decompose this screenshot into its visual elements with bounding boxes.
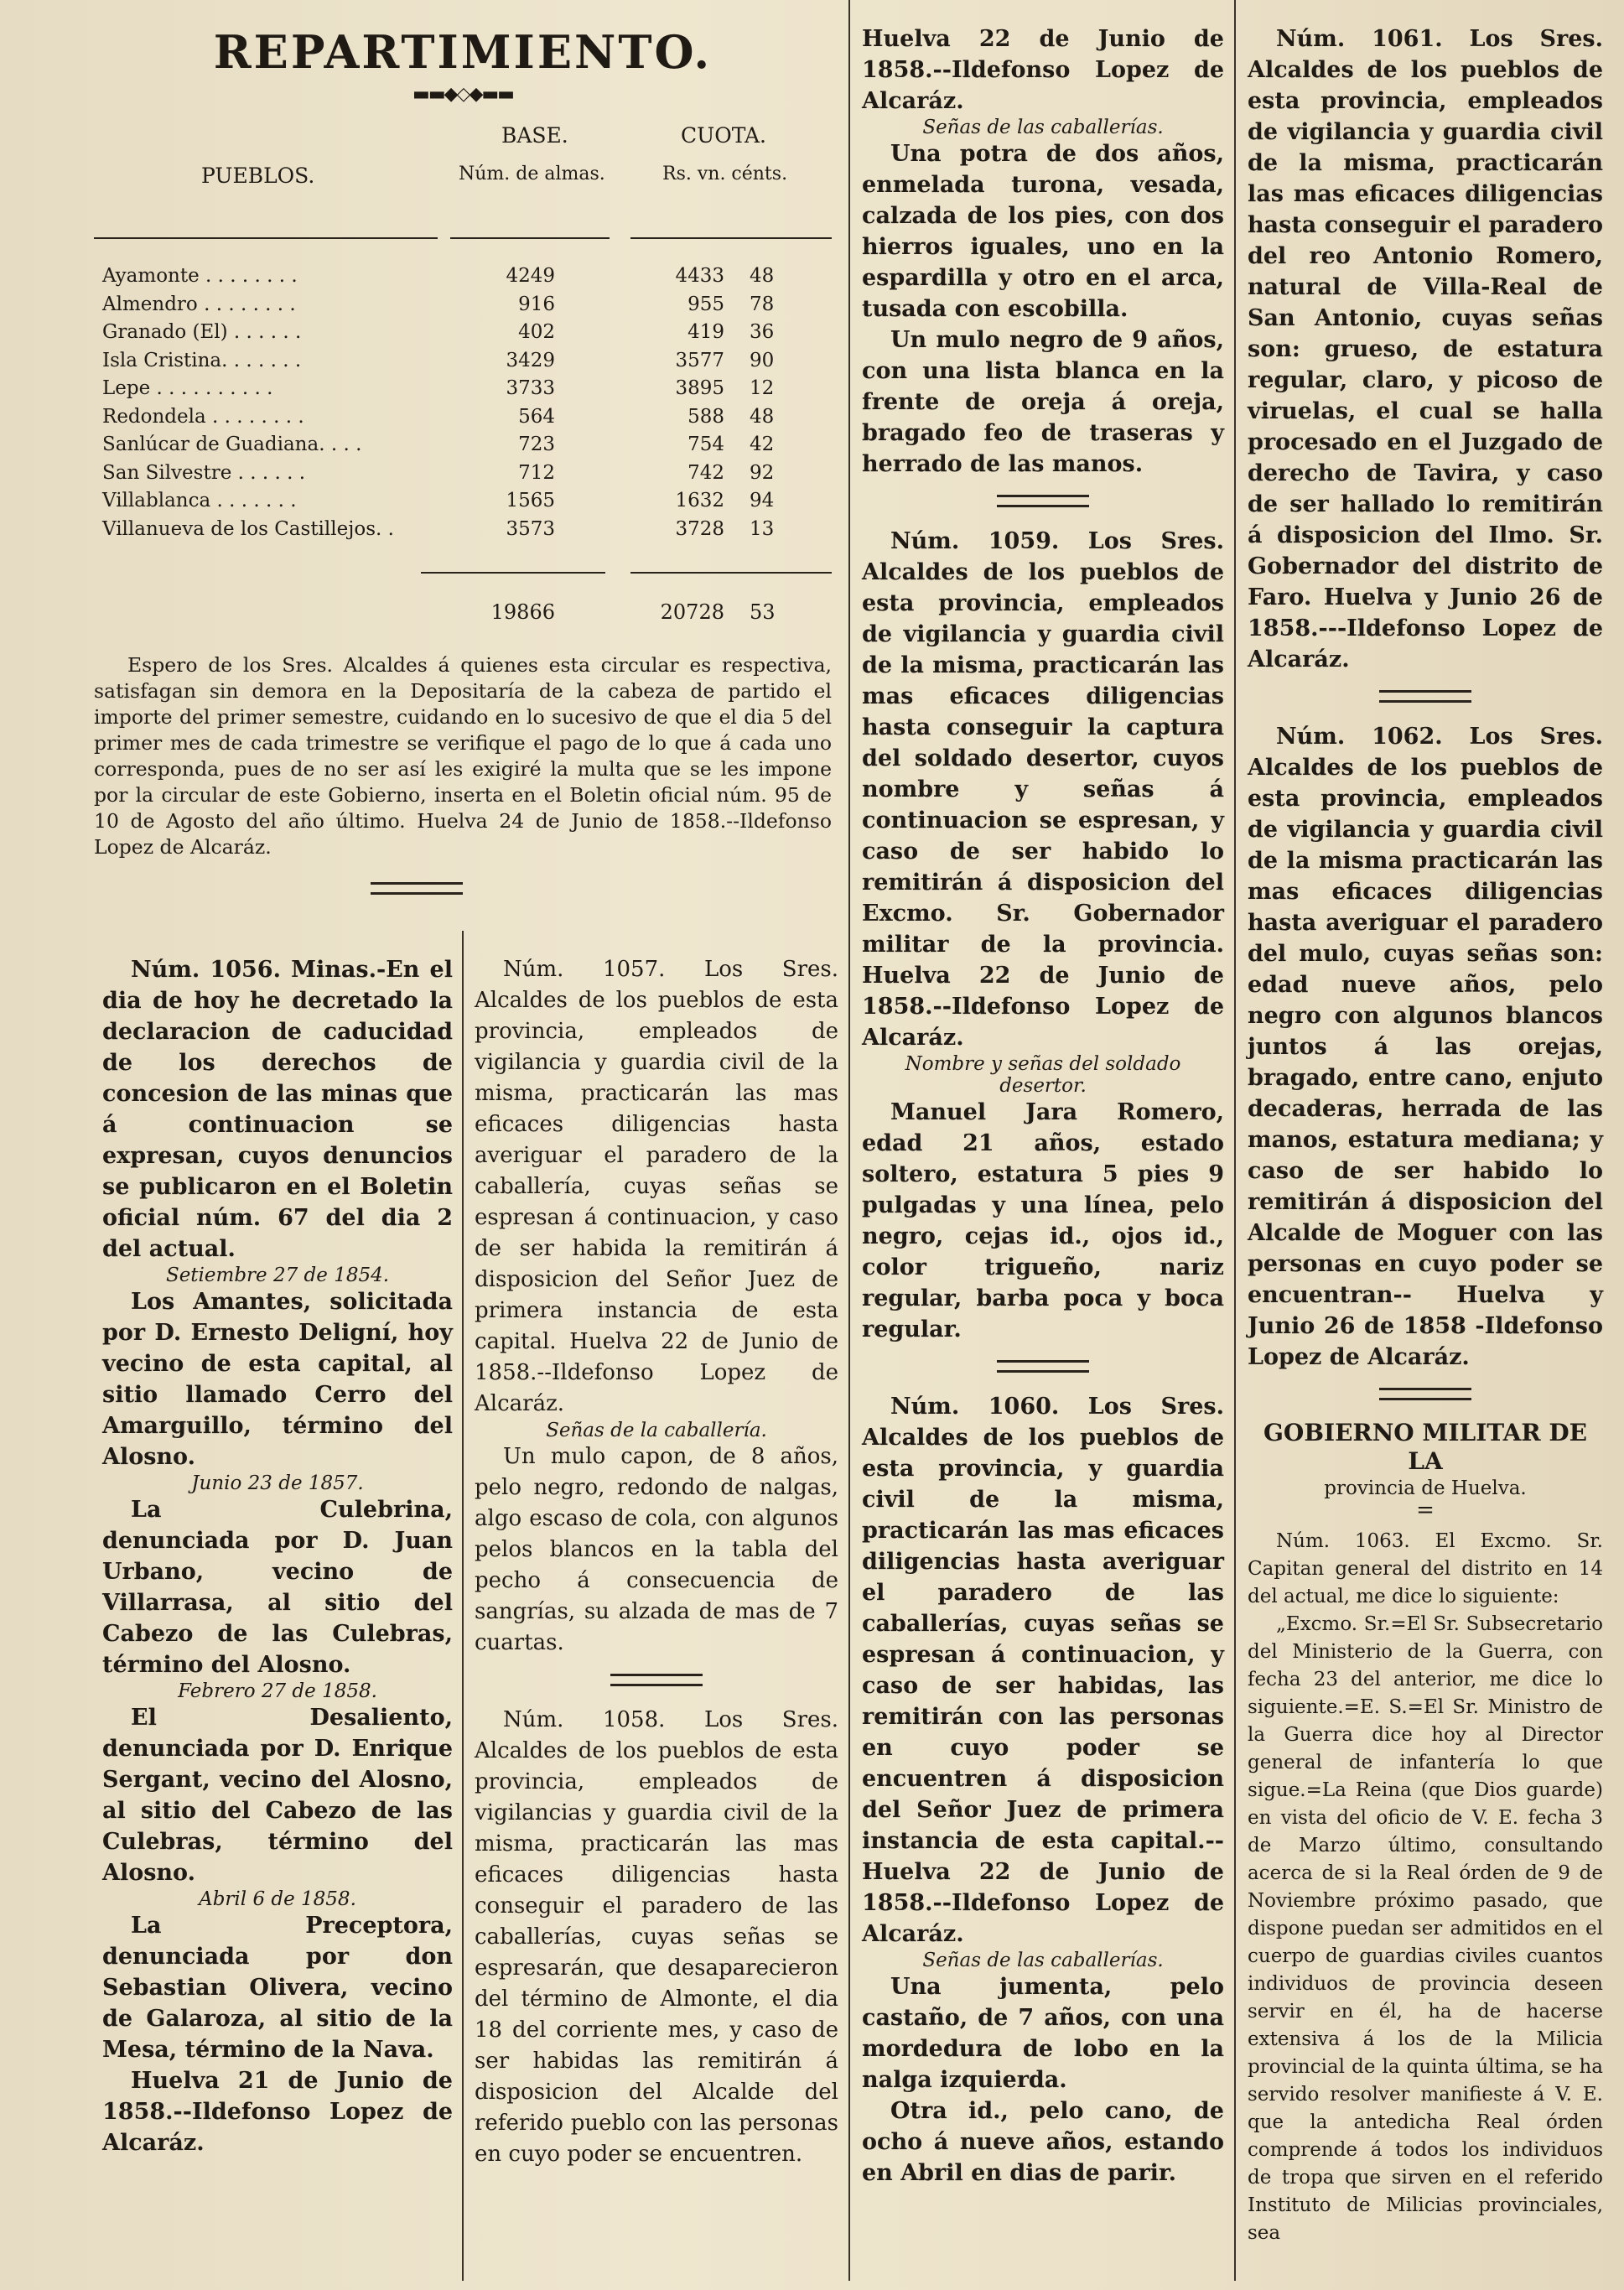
date-1: Setiembre 27 de 1854. [165, 1264, 390, 1286]
separator [1248, 1388, 1603, 1404]
col-cuota-sub: Rs. vn. cénts. [662, 164, 788, 184]
circular-text: Espero de los Sres. Alcaldes á quienes esta circular es respectiva, satisfagan sin demora en la Depositaría de la cabeza de partido el importe del primer semestre, cuidando en lo sucesivo de que el dia 5 del primer mes de cada trimestre se verifique el pago de lo que á cada uno corresponda, pues de no ser así les exigiré la multa que se les impone por la circular de este Gobierno, inserta en el Boletin oficial núm. 95 de 10 de Agosto del año último. Huelva 24 de Junio de 1858.--Ildefonso Lopez de Alcaráz. [94, 652, 832, 859]
desc-jumenta: Una jumenta, pelo castaño, de 7 años, con una mordedura de lobo en la nalga izquierda. [862, 1974, 1224, 2093]
table-total-row: 19866 20728 53 [490, 600, 776, 624]
desc-otra: Otra id., pelo cano, de ocho á nueve años, estando en Abril en dias de parir. [862, 2098, 1224, 2186]
table-row: Almendro . . . . . . . . 916 955 78 [102, 293, 775, 315]
col-pueblos: PUEBLOS. [201, 164, 315, 188]
article-1058: Núm. 1058. Los Sres. Alcaldes de los pueblos de esta provincia, empleados de vigilancias y guardia civil de la misma, practicarán las mas eficaces diligencias hasta conseguir el paradero de las caballerías, cuyas señas se espresarán, que desaparecieron del término de Almonte, el dia 18 del corriente mes, y caso de ser habidas las remitirán á disposicion del Alcalde del referido pueblo con las personas en cuyo poder se encuentren. [475, 1707, 838, 2167]
table-row: San Silvestre . . . . . . 712 742 92 [102, 461, 775, 484]
article-1057: Núm. 1057. Los Sres. Alcaldes de los pueblos de esta provincia, empleados de vigilancia y guardia civil de la misma, practicarán las mas eficaces diligencias hasta averiguar el paradero de la caballería, cuyas señas se espresan á continuacion, y caso de ser habida la remitirán á disposicion del Señor Juez de primera instancia de esta capital. Huelva 22 de Junio de 1858.--Ildefonso Lopez de Alcaráz. [475, 957, 838, 1416]
table-row: Isla Cristina. . . . . . . 3429 3577 90 [102, 349, 775, 371]
column-1 [102, 954, 453, 2158]
column-4 [1248, 23, 1603, 2247]
separator [475, 1674, 838, 1690]
column-rule-1 [462, 931, 464, 2281]
mina-los-amantes: Los Amantes, solicitada por D. Ernesto Deligní, hoy vecino de esta capital, al sitio llamado Cerro del Amarguillo, término del Alosno. [102, 1289, 453, 1470]
separator [1248, 690, 1603, 706]
signature-1056: Huelva 21 de Junio de 1858.--Ildefonso Lopez de Alcaráz. [102, 2068, 453, 2156]
table-row: Villablanca . . . . . . . 1565 1632 94 [102, 490, 775, 511]
col-cuota: CUOTA. [681, 123, 767, 148]
separator [862, 1360, 1224, 1376]
separator [94, 882, 832, 898]
table-row: Granado (El) . . . . . . 402 419 36 [102, 321, 775, 343]
mina-el-desaliento: El Desaliento, denunciada por D. Enrique Sergant, vecino del Alosno, al sitio del Cabezo de las Culebras, término del Alosno. [102, 1705, 453, 1886]
mina-la-preceptora: La Preceptora, denunciada por don Sebastian Olivera, vecino de Galaroza, al sitio de la Mesa, término de la Nava. [102, 1913, 453, 2063]
table-header [94, 105, 832, 231]
senas-caballerias-2: Señas de las caballerías. [922, 117, 1164, 138]
table-rules-bottom [94, 565, 832, 582]
article-1063: Núm. 1063. El Excmo. Sr. Capitan general del distrito en 14 del actual, me dice lo siguiente: [1248, 1530, 1603, 1607]
date-3: Febrero 27 de 1858. [178, 1680, 377, 1702]
repartimiento-section [94, 25, 832, 898]
table-row: Redondela . . . . . . . . 564 588 48 [102, 405, 775, 428]
title-ornament: ▬▬◆◇◆▬▬ [412, 84, 513, 105]
separator [862, 495, 1224, 511]
table-row: Villanueva de los Castillejos. . 3573 3728 13 [102, 517, 775, 540]
column-rule-2 [848, 0, 850, 2281]
article-1061: Núm. 1061. Los Sres. Alcaldes de los pueblos de esta provincia, empleados de vigilancia y guardia civil de la misma, practicarán las mas eficaces diligencias hasta conseguir el paradero del reo Antonio Romero, natural de Villa-Real de San Antonio, cuyas señas son: grueso, de estatura regular, claro, y picoso de viruelas, el cual se halla procesado en el Juzgado de derecho de Tavira, y caso de ser hallado lo remitirán á disposicion del Ilmo. Sr. Gobernador del distrito de Faro. Huelva y Junio 26 de 1858.---Ildefonso Lopez de Alcaráz. [1248, 26, 1603, 672]
table-row: Ayamonte . . . . . . . . 4249 4433 48 [102, 265, 775, 287]
date-2: Junio 23 de 1857. [191, 1472, 364, 1494]
article-1060: Núm. 1060. Los Sres. Alcaldes de los pueblos de esta provincia, y guardia civil de la misma, practicarán las mas eficaces diligencias hasta averiguar el paradero de las caballerías, cuyas señas se espresan á continuacion, y caso de ser habidas, las remitirán con las personas en cuyo poder se encuentren á disposicion del Señor Juez de primera instancia de esta capital.--Huelva 22 de Junio de 1858.--Ildefonso Lopez de Alcaráz. [862, 1394, 1224, 1947]
mina-la-culebrina: La Culebrina, denunciada por D. Juan Urbano, vecino de Villarrasa, al sitio del Cabezo de las Culebras, término del Alosno. [102, 1497, 453, 1678]
article-1063-body: „Excmo. Sr.=El Sr. Subsecretario del Ministerio de la Guerra, con fecha 23 del anterior, me dice lo siguiente.=E. S.=El Sr. Ministro de la Guerra dice hoy al Director general de infantería lo que sigue.=La Reina (que Dios guarde) en vista del oficio de V. E. fecha 3 de Marzo último, consultando acerca de si la Real órden de 9 de Noviembre próximo pasado, que dispone puedan ser admitidos en el cuerpo de guardias civiles cuantos individuos de provincia deseen servir en él, ha de hacerse extensiva á los de la Milicia provincial de la quinta última, se ha servido resolver manifieste á V. E. que la antedicha Real órden comprende á todos los individuos de tropa que sirven en el referido Instituto de Milicias provinciales, sea [1248, 1613, 1603, 2244]
article-1056: Núm. 1056. Minas.-En el dia de hoy he decretado la declaracion de caducidad de los derechos de concesion de las minas que á continuacion se expresan, cuyos denuncios se publicaron en el Boletin oficial núm. 67 del dia 2 del actual. [102, 957, 453, 1262]
article-1062: Núm. 1062. Los Sres. Alcaldes de los pueblos de esta provincia, empleados de vigilancia y guardia civil de la misma practicarán las mas eficaces diligencias hasta averiguar el paradero del mulo, cuyas señas son: edad nueve años, pelo negro con algunos blancos juntos á las orejas, bragado, entre cano, enjuto decaderas, herrada de las manos, estatura mediana; y caso de ser habido lo remitirán á disposicion del Alcalde de Moguer con las personas en cuyo poder se encuentran-- Huelva y Junio 26 de 1858 -Ildefonso Lopez de Alcaráz. [1248, 724, 1603, 1370]
table-row: Sanlúcar de Guadiana. . . . 723 754 42 [102, 434, 775, 455]
double-rule-icon: = [1416, 1498, 1435, 1523]
article-1059: Núm. 1059. Los Sres. Alcaldes de los pueblos de esta provincia, empleados de vigilancia y guardia civil de la misma, practicarán las mas eficaces diligencias hasta conseguir la captura del soldado desertor, cuyos nombre y señas á continuacion se espresan, y caso de ser habido lo remitirán á disposicion del Excmo. Sr. Gobernador militar de la provincia. Huelva 22 de Junio de 1858.--Ildefonso Lopez de Alcaráz. [862, 528, 1224, 1051]
desc-desertor: Manuel Jara Romero, edad 21 años, estado soltero, estatura 5 pies 9 pulgadas y una línea, pelo negro, cejas id., ojos id., color trigueño, nariz regular, barba poca y boca regular. [862, 1099, 1224, 1342]
gobierno-militar-title: GOBIERNO MILITAR DE LA [1263, 1419, 1587, 1475]
col-base: BASE. [501, 123, 568, 148]
gobierno-militar-subtitle: provincia de Huelva. [1324, 1477, 1527, 1499]
page-title: REPARTIMIENTO. [213, 25, 713, 79]
col-base-sub: Núm. de almas. [459, 164, 605, 184]
desc-mulo-negro: Un mulo negro de 9 años, con una lista blanca en la frente de oreja á oreja, bragado feo de traseras y herrado de las manos. [862, 327, 1224, 477]
column-3 [862, 23, 1224, 2189]
desc-potra: Una potra de dos años, enmelada turona, vesada, calzada de los pies, con dos hierros iguales, uno en la espardilla y otro en el arca, tusada con escobilla. [862, 141, 1224, 322]
senas-desertor: Nombre y señas del soldado desertor. [905, 1053, 1181, 1097]
column-rule-3 [1234, 0, 1236, 2281]
continued-signature: Huelva 22 de Junio de 1858.--Ildefonso Lopez de Alcaráz. [862, 26, 1224, 114]
senas-caballeria-1: Señas de la caballería. [546, 1420, 767, 1441]
column-2 [475, 954, 838, 2170]
table-body [94, 262, 832, 543]
desc-mulo-capon: Un mulo capon, de 8 años, pelo negro, redondo de nalgas, algo escaso de cola, con algunos pelos blancos en la tabla del pecho á consecuencia de sangrías, su alzada de mas de 7 cuartas. [475, 1444, 838, 1655]
senas-caballerias-4: Señas de las caballerías. [922, 1950, 1164, 1971]
date-4: Abril 6 de 1858. [199, 1888, 356, 1910]
table-row: Lepe . . . . . . . . . . 3733 3895 12 [102, 377, 775, 399]
table-rules-top [94, 231, 832, 247]
